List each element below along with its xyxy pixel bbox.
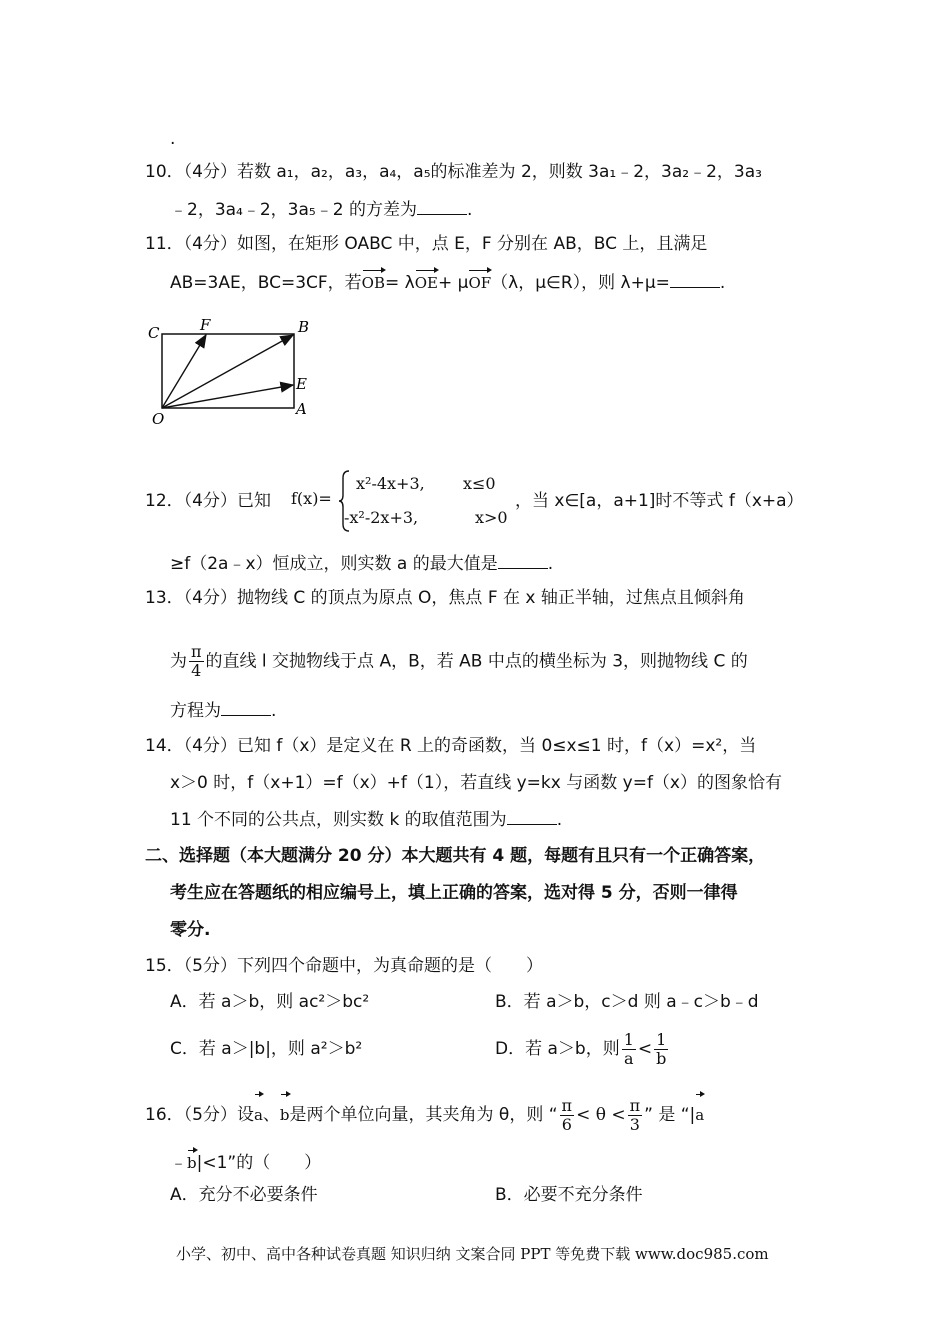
vector-of: OF xyxy=(468,268,491,294)
section-2-heading-line-3: 零分. xyxy=(170,920,211,940)
question-number: 16． xyxy=(145,1105,184,1125)
question-14-line-1 xyxy=(145,735,756,757)
question-15-option-a[interactable]: A．若 a＞b，则 ac²＞bc² xyxy=(170,992,370,1012)
fraction-numerator: π xyxy=(629,1095,641,1115)
answer-blank[interactable] xyxy=(507,808,557,825)
question-16-option-a[interactable]: A．充分不必要条件 xyxy=(170,1185,318,1205)
question-score: （4分） xyxy=(183,162,237,182)
vector-ob: OB xyxy=(362,268,385,294)
question-16-line-2 xyxy=(170,1148,321,1174)
period: . xyxy=(719,273,726,293)
question-text: 已知 f（x）是定义在 R 上的奇函数，当 0≤x≤1 时，f（x）=x²，当 xyxy=(236,736,757,756)
label-e: E xyxy=(296,375,307,393)
plus-mu: + μ xyxy=(437,273,469,293)
question-text: 为 xyxy=(170,651,187,672)
question-text: 设 xyxy=(236,1105,254,1125)
label-c: C xyxy=(148,324,160,342)
question-score: （4分） xyxy=(183,234,237,254)
question-score: （4分） xyxy=(183,588,237,608)
question-number: 10． xyxy=(145,162,184,182)
question-score: （4分） xyxy=(183,491,237,511)
question-text: 方程为 xyxy=(170,701,221,721)
fraction-1-over-a xyxy=(622,1031,636,1068)
question-number: 11． xyxy=(145,234,184,254)
question-12-label xyxy=(145,490,271,512)
answer-blank[interactable] xyxy=(670,271,720,288)
fraction-pi-over-6 xyxy=(560,1097,575,1134)
option-text: D．若 a＞b，则 xyxy=(495,1039,620,1059)
vector-oe: OE xyxy=(415,268,438,294)
question-text: ≥f（2a﹣x）恒成立，则实数 a 的最大值是 xyxy=(170,554,498,574)
vector-a: a xyxy=(254,1092,263,1134)
period: . xyxy=(547,554,554,574)
question-text: 的直线 l 交抛物线于点 A，B，若 AB 中点的横坐标为 3，则抛物线 C 的 xyxy=(205,651,748,672)
question-11-line-2 xyxy=(170,268,725,294)
question-text: 11 个不同的公共点，则实数 k 的取值范围为 xyxy=(170,810,507,830)
question-text: AB=3AE，BC=3CF，若 xyxy=(170,273,362,293)
label-f: F xyxy=(200,316,211,334)
fraction-denominator: a xyxy=(624,1048,634,1068)
vector-b: b xyxy=(187,1148,197,1174)
question-number: 12． xyxy=(145,491,184,511)
question-text: 下列四个命题中，为真命题的是（ ） xyxy=(236,956,543,976)
stray-dot: . xyxy=(170,129,176,149)
section-2-heading-line-2: 考生应在答题纸的相应编号上，填上正确的答案，选对得 5 分，否则一律得 xyxy=(170,883,738,903)
fraction-numerator: 1 xyxy=(623,1029,634,1049)
separator: 、 xyxy=(262,1105,280,1125)
question-10-line-2 xyxy=(170,198,472,221)
fraction-pi-over-3 xyxy=(628,1097,643,1134)
period: . xyxy=(466,200,473,220)
equals-lambda: = λ xyxy=(385,273,415,293)
label-a: A xyxy=(296,400,307,418)
fraction-denominator: 4 xyxy=(191,661,202,680)
answer-blank[interactable] xyxy=(221,699,271,716)
fraction-numerator: π xyxy=(191,642,202,661)
answer-blank[interactable] xyxy=(498,552,548,569)
question-15-option-d[interactable] xyxy=(495,1030,670,1068)
fraction-1-over-b xyxy=(654,1031,668,1068)
vector-of-arrow xyxy=(162,335,206,408)
section-2-heading-line-1: 二、选择题（本大题满分 20 分）本大题共有 4 题，每题有且只有一个正确答案， xyxy=(145,846,766,866)
question-text: 是两个单位向量，其夹角为 θ，则 “ xyxy=(289,1105,558,1125)
question-score: （4分） xyxy=(183,736,237,756)
fraction-denominator: 3 xyxy=(629,1114,640,1134)
question-score: （5分） xyxy=(183,1105,237,1125)
question-text: 已知 xyxy=(236,491,271,511)
question-14-line-2: x＞0 时，f（x+1）=f（x）+f（1），若直线 y=kx 与函数 y=f（x）的图象恰有 xyxy=(170,773,782,793)
vector-a: a xyxy=(695,1092,704,1134)
piece-1-expr: x²-4x+3, xyxy=(356,474,425,493)
question-15-stem xyxy=(145,955,543,977)
question-text: |<1”的（ ） xyxy=(196,1153,322,1173)
answer-blank[interactable] xyxy=(417,198,467,215)
question-11-line-1 xyxy=(145,233,707,255)
question-text: （λ，μ∈R），则 λ+μ= xyxy=(491,273,670,293)
question-text: 抛物线 C 的顶点为原点 O，焦点 F 在 x 轴正半轴，过焦点且倾斜角 xyxy=(236,588,745,608)
question-13-line-3 xyxy=(170,699,276,722)
period: . xyxy=(556,810,563,830)
fraction-numerator: π xyxy=(561,1095,573,1115)
question-15-option-c[interactable]: C．若 a＞|b|，则 a²＞b² xyxy=(170,1039,363,1059)
fraction-pi-over-4 xyxy=(189,643,204,680)
question-12-line-1-rest: ，当 x∈[a，a+1]时不等式 f（x+a） xyxy=(515,491,804,511)
piece-2-expr: -x²-2x+3, xyxy=(344,508,419,527)
piece-1-cond: x≤0 xyxy=(463,474,496,493)
fraction-denominator: 6 xyxy=(561,1114,572,1134)
label-o: O xyxy=(152,410,165,428)
question-text: 若数 a₁，a₂，a₃，a₄，a₅的标准差为 2，则数 3a₁﹣2，3a₂﹣2，3a₃ xyxy=(236,162,762,182)
question-text: 如图，在矩形 OABC 中，点 E，F 分别在 AB，BC 上，且满足 xyxy=(236,234,708,254)
question-text: ﹣ xyxy=(170,1153,187,1173)
label-b: B xyxy=(298,318,310,336)
question-13-line-2 xyxy=(170,643,748,680)
fraction-denominator: b xyxy=(656,1048,667,1068)
question-number: 13． xyxy=(145,588,184,608)
question-16-line-1 xyxy=(145,1092,704,1134)
question-15-option-b[interactable]: B．若 a＞b，c＞d 则 a﹣c＞b﹣d xyxy=(495,992,759,1012)
question-14-line-3 xyxy=(170,808,562,831)
question-16-option-b[interactable]: B．必要不充分条件 xyxy=(495,1185,643,1205)
rectangle-oabc-figure xyxy=(140,312,320,432)
function-name: f(x)= xyxy=(291,489,332,508)
question-text: ﹣2，3a₄﹣2，3a₅﹣2 的方差为 xyxy=(170,200,417,220)
fraction-numerator: 1 xyxy=(654,1031,668,1050)
less-than: < xyxy=(637,1039,653,1059)
piece-2-cond: x>0 xyxy=(475,508,508,527)
question-text: ” 是 “| xyxy=(644,1105,696,1125)
theta-inequality: < θ < xyxy=(576,1105,626,1125)
question-13-line-1 xyxy=(145,587,745,609)
page-footer: 小学、初中、高中各种试卷真题 知识归纳 文案合同 PPT 等免费下载 www.doc985.com xyxy=(176,1245,769,1263)
question-number: 15． xyxy=(145,956,184,976)
vector-b: b xyxy=(280,1092,290,1134)
question-12-line-2 xyxy=(170,552,553,575)
question-score: （5分） xyxy=(183,956,237,976)
period: . xyxy=(271,701,277,721)
question-number: 14． xyxy=(145,736,184,756)
question-10-line-1 xyxy=(145,161,762,183)
